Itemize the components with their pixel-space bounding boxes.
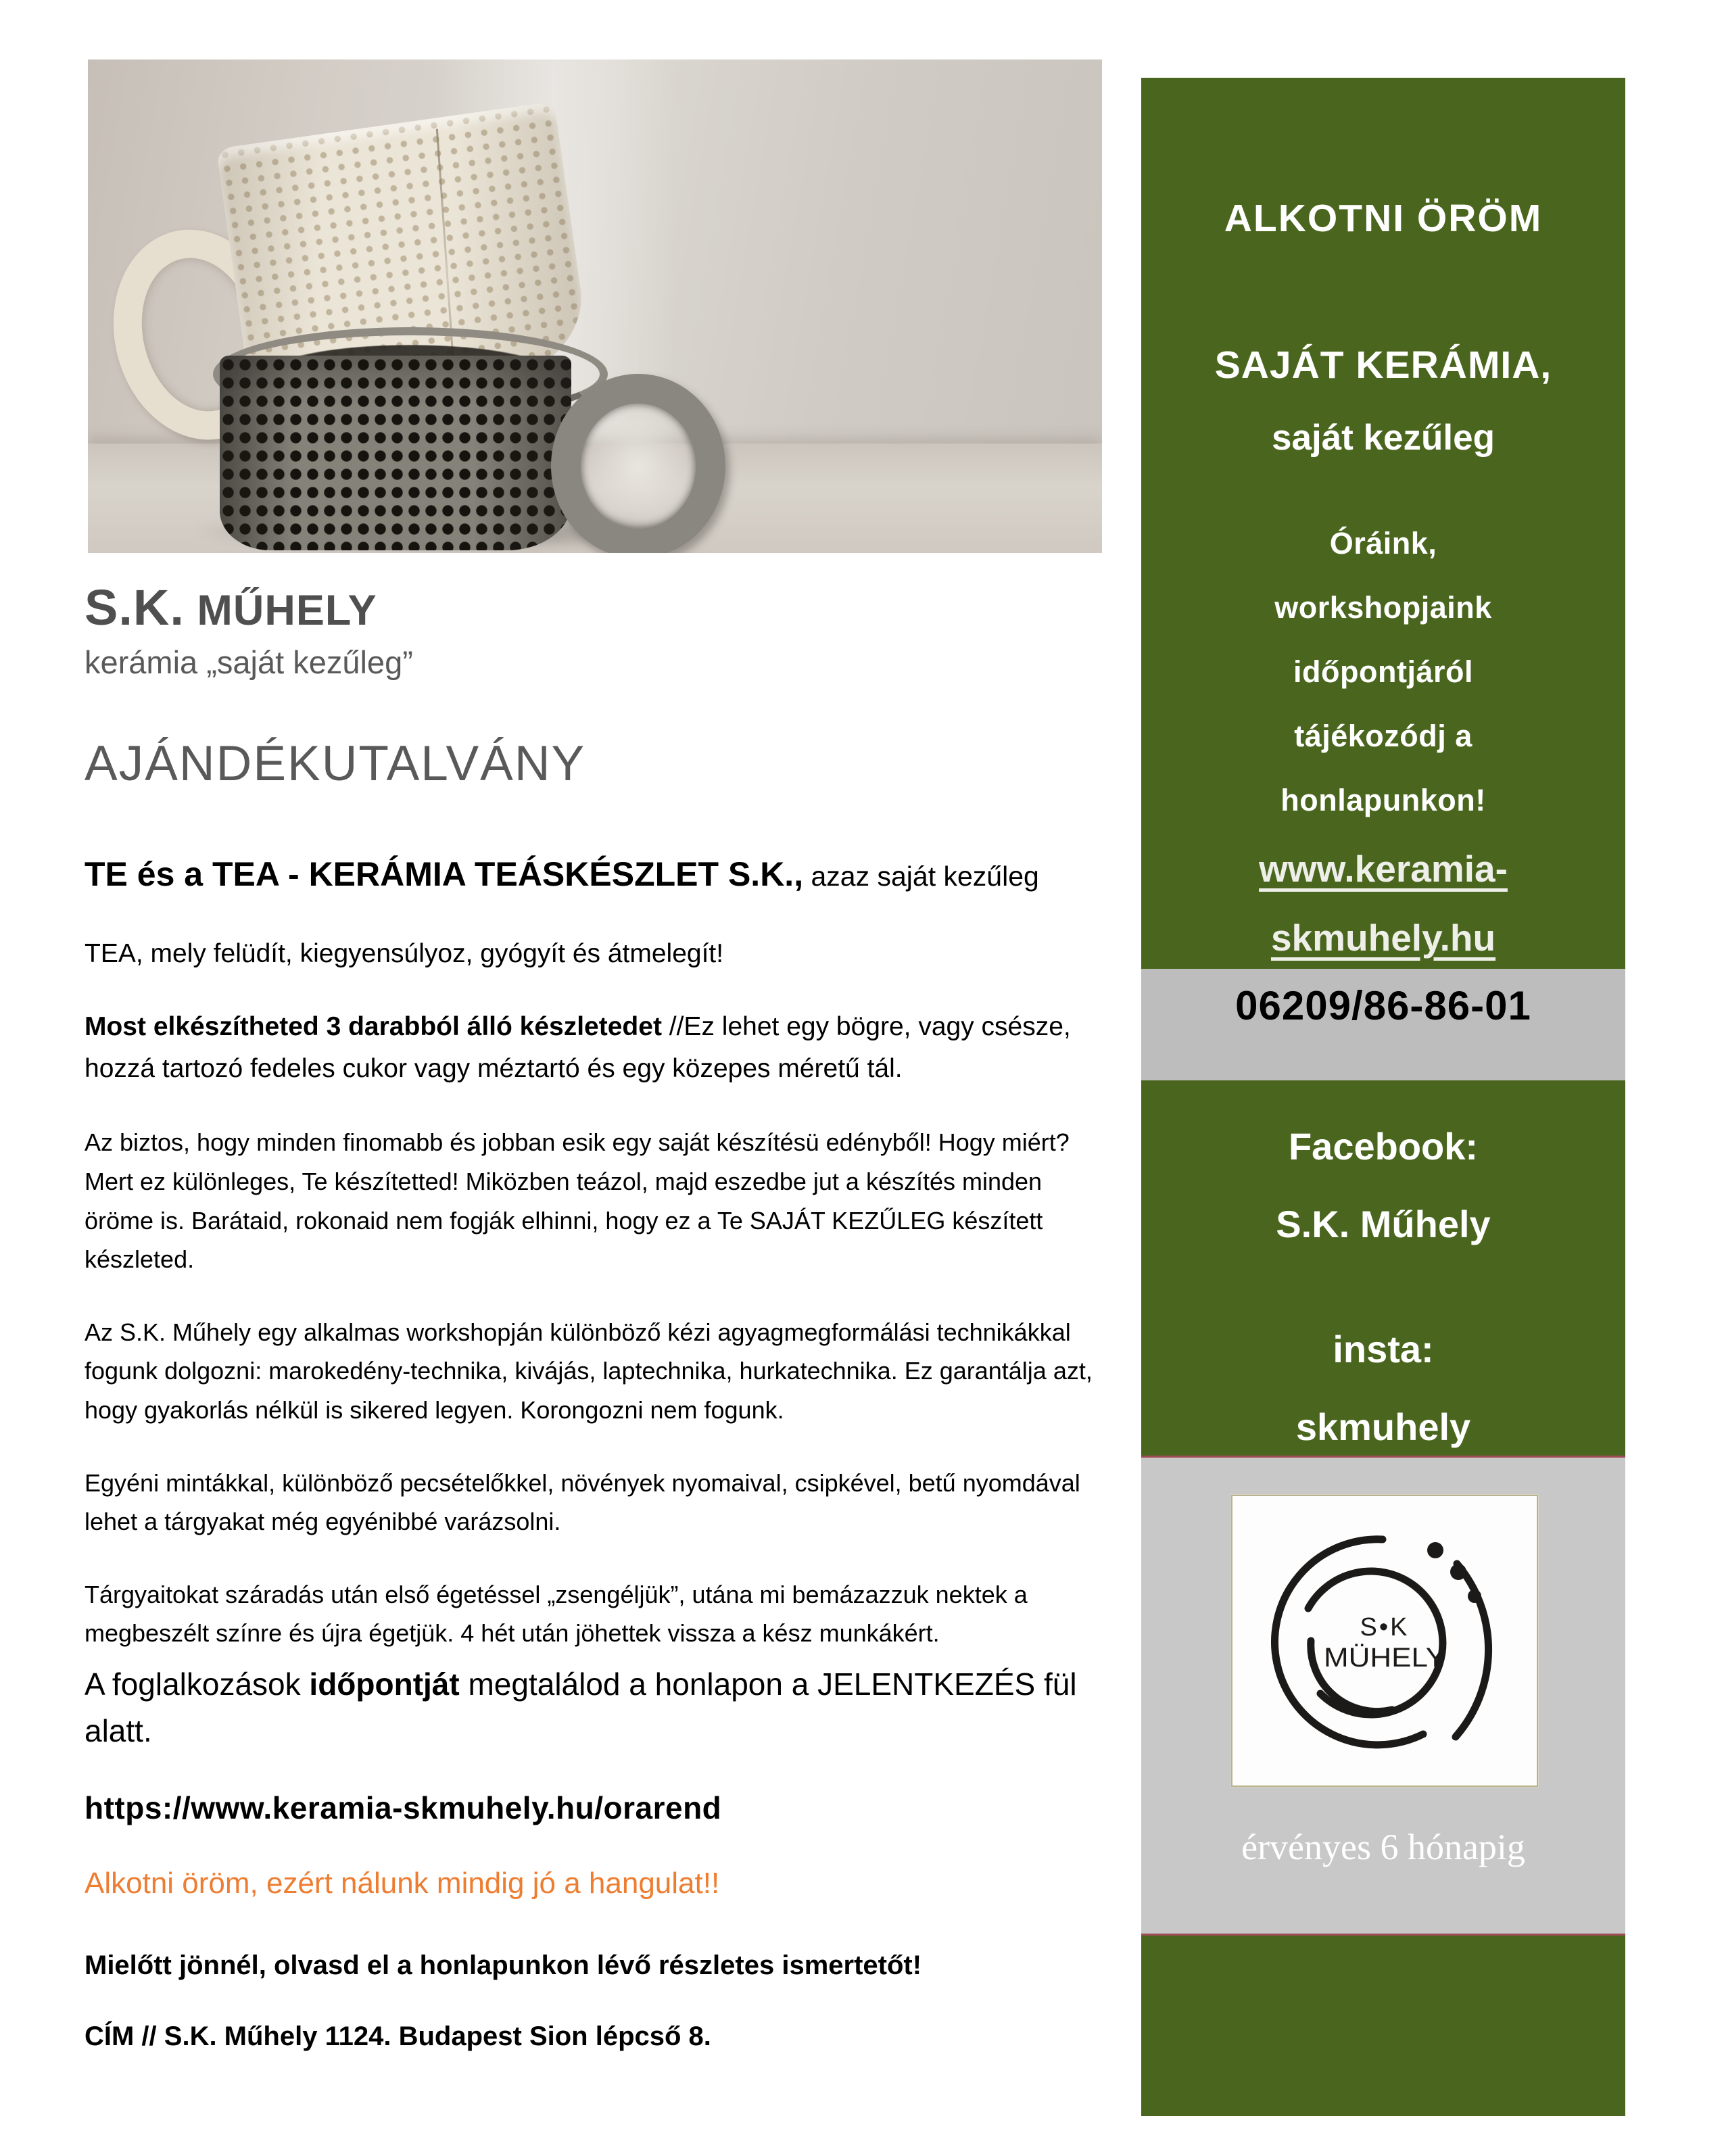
set-description-rest: //Ez lehet egy bögre, vagy csésze, hozzá tartozó fedeles cukor vagy méztartó és egy közepes méretű tál. (85, 1012, 1071, 1083)
schedule-paragraph (85, 1661, 1105, 1754)
sk-muhely-logo-box (1231, 1495, 1538, 1787)
sidebar-slogan: ALKOTNI ÖRÖM (1224, 197, 1543, 240)
website-link-line1[interactable]: www.keramia- (1259, 848, 1508, 890)
sidebar (1141, 78, 1625, 2117)
set-description-bold: Most elkészítheted 3 darabból álló készletedet (85, 1012, 669, 1042)
main-content-column (85, 579, 1105, 2052)
sidebar-info-line: Óráink, (1329, 526, 1437, 560)
voucher-title: AJÁNDÉKUTALVÁNY (85, 736, 586, 792)
address-line: CÍM // S.K. Műhely 1124. Budapest Sion lépcső 8. (85, 2021, 711, 2051)
schedule-url-link[interactable]: https://www.keramia-skmuhely.hu/orarend (85, 1790, 722, 1825)
website-link-line2[interactable]: skmuhely.hu (1270, 917, 1496, 959)
patterns-paragraph: Egyéni mintákkal, különböző pecsételőkkel, növények nyomaival, csipkével, betű nyomdával lehet a tárgyakat még egyénibbé varázsolni. (85, 1468, 1080, 1536)
schedule-post: megtalálod a honlapon a JELENTKEZÉS fül alatt. (85, 1666, 1077, 1748)
facebook-label: Facebook: (1288, 1125, 1479, 1168)
tea-benefits-line: TEA, mely felüdít, kiegyensúlyoz, gyógyít és átmelegít! (85, 938, 724, 968)
tea-set-heading (85, 853, 1105, 896)
brand-subtitle: kerámia „saját kezűleg” (85, 644, 413, 680)
sidebar-info-line: workshopjaink (1274, 590, 1492, 625)
techniques-paragraph: Az S.K. Műhely egy alkalmas workshopján különböző kézi agyagmegformálási technikákkal fogunk dolgozni: marokedény-technika, kivájás, laptechnika, hurkatechnika. Ez garantálja azt, hogy gyakorlás nélkül is sikered legyen. Korongozni nem fogunk. (85, 1318, 1093, 1424)
mood-slogan-line: Alkotni öröm, ezért nálunk mindig jó a hangulat!! (85, 1866, 720, 1900)
logo-text-sk: S•K (1360, 1613, 1410, 1642)
tea-set-heading-bold: TE és a TEA - KERÁMIA TEÁSKÉSZLET S.K., (85, 855, 804, 893)
sidebar-gray-panel (1141, 1456, 1625, 1936)
sidebar-bottom-green-band (1141, 1936, 1625, 2116)
sidebar-green-panel (1141, 78, 1625, 1456)
ceramic-mugs-photo (88, 59, 1102, 553)
sidebar-info-line: tájékozódj a (1294, 719, 1472, 753)
instagram-label: insta: (1333, 1328, 1434, 1370)
own-made-paragraph: Az biztos, hogy minden finomabb és jobban esik egy saját készítésü edényből! Hogy miért? Mert ez különleges, Te készítetted! Miközben teázol, majd eszedbe jut a készítés minden öröme is. Barátaid, rokonaid nem fogják elhinni, hogy ez a Te SAJÁT KEZŰLEG készített készleted. (85, 1128, 1070, 1274)
sidebar-line-own-ceramics: SAJÁT KERÁMIA, (1214, 343, 1552, 387)
dark-mug-body (220, 356, 571, 550)
firing-paragraph: Tárgyaitokat száradás után első égetéssel „zsengéljük”, utána mi bemázazzuk nektek a megbeszélt színre és újra égetjük. 4 hét után jöhettek vissza a kész munkákért. (85, 1580, 1028, 1648)
facebook-name: S.K. Műhely (1276, 1203, 1491, 1245)
sk-muhely-logo-icon (1232, 1496, 1537, 1786)
instagram-name: skmuhely (1295, 1406, 1471, 1448)
brand-title (85, 579, 1105, 636)
sidebar-info-line: időpontjáról (1293, 654, 1473, 689)
sidebar-info-line: honlapunkon! (1280, 783, 1486, 817)
validity-label: érvényes 6 hónapig (1241, 1827, 1525, 1867)
tea-set-heading-tail: azaz saját kezűleg (803, 860, 1039, 892)
logo-text-muhely: MÜHELY (1324, 1643, 1445, 1673)
set-description-paragraph (85, 1006, 1105, 1089)
read-info-notice: Mielőtt jönnél, olvasd el a honlapunkon lévő részletes ismertetőt! (85, 1950, 922, 1980)
brand-title-main: S.K. (85, 579, 185, 636)
schedule-pre: A foglalkozások (85, 1666, 310, 1702)
phone-number: 06209/86-86-01 (1235, 983, 1531, 1028)
phone-band (1141, 969, 1625, 1080)
dark-mug-handle (551, 374, 725, 553)
schedule-bold: időpontját (309, 1666, 460, 1702)
brand-title-rest: MŰHELY (184, 587, 377, 634)
sidebar-line-handmade: saját kezűleg (1272, 418, 1495, 458)
